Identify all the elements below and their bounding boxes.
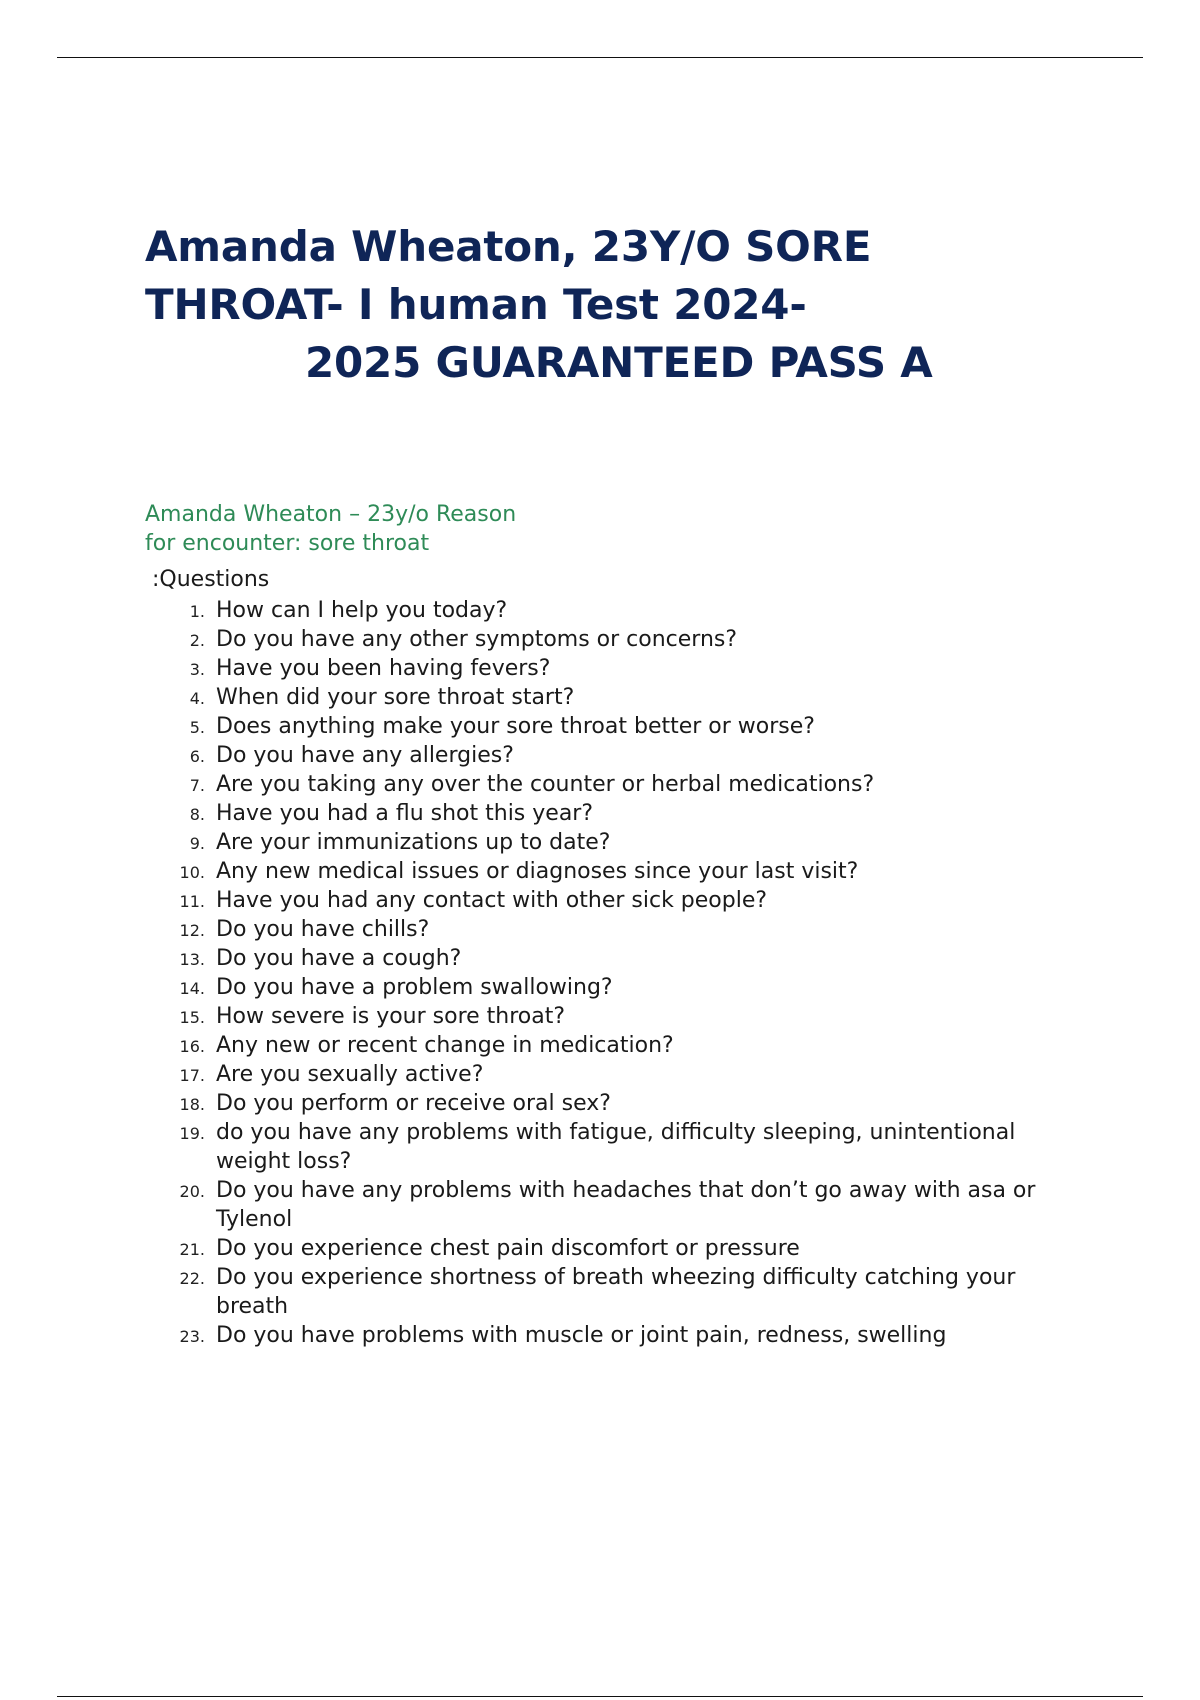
question-item [0, 596, 1036, 625]
question-text: Any new medical issues or diagnoses since your last visit? [216, 859, 859, 884]
question-number: 1. [189, 602, 205, 621]
question-number: 19. [179, 1124, 205, 1143]
question-text: Have you had any contact with other sick people? [216, 888, 768, 913]
question-text: Any new or recent change in medication? [216, 1033, 674, 1058]
question-number: 20. [179, 1182, 205, 1201]
question-item [0, 857, 1036, 886]
question-item [0, 770, 1036, 799]
question-number: 4. [189, 689, 205, 708]
question-text: Do you have chills? [216, 917, 430, 942]
question-text: Do you experience chest pain discomfort or pressure [216, 1236, 800, 1261]
question-text: Do you experience shortness of breath wheezing difficulty catching your breath [216, 1265, 1016, 1319]
question-number: 2. [189, 631, 205, 650]
question-text: Do you have a problem swallowing? [216, 975, 613, 1000]
question-number: 6. [189, 747, 205, 766]
question-item [0, 1234, 1036, 1263]
question-number: 22. [179, 1269, 205, 1288]
question-number: 13. [179, 950, 205, 969]
question-number: 9. [189, 834, 205, 853]
question-text: Are you taking any over the counter or herbal medications? [216, 772, 875, 797]
question-item [0, 828, 1036, 857]
top-rule [57, 57, 1143, 58]
question-number: 21. [179, 1240, 205, 1259]
title-line: Amanda Wheaton, 23Y/O SORE [145, 222, 872, 271]
question-number: 7. [189, 776, 205, 795]
title-line: 2025 GUARANTEED PASS A [305, 338, 933, 387]
question-number: 16. [179, 1037, 205, 1056]
question-item [0, 683, 1036, 712]
question-number: 11. [179, 892, 205, 911]
question-item [0, 1031, 1036, 1060]
question-item [0, 944, 1036, 973]
questions-list [0, 596, 1100, 1350]
reason-for-encounter [145, 500, 516, 558]
question-text: Do you have any allergies? [216, 743, 514, 768]
question-item [0, 654, 1036, 683]
question-number: 8. [189, 805, 205, 824]
question-text: Do you have any other symptoms or concerns? [216, 627, 738, 652]
question-item [0, 1263, 1036, 1321]
question-item [0, 799, 1036, 828]
bottom-rule [57, 1696, 1143, 1697]
question-item [0, 741, 1036, 770]
title-line: THROAT- I human Test 2024- [145, 280, 807, 329]
question-number: 17. [179, 1066, 205, 1085]
question-text: Are your immunizations up to date? [216, 830, 611, 855]
question-item [0, 1118, 1036, 1176]
question-text: When did your sore throat start? [216, 685, 575, 710]
question-text: do you have any problems with fatigue, difficulty sleeping, unintentional weight loss? [216, 1120, 1016, 1174]
reason-line: for encounter: sore throat [145, 531, 430, 556]
question-item [0, 915, 1036, 944]
reason-line: Amanda Wheaton – 23y/o Reason [145, 502, 517, 527]
question-number: 5. [189, 718, 205, 737]
question-number: 12. [179, 921, 205, 940]
question-text: Are you sexually active? [216, 1062, 484, 1087]
document-title [145, 218, 933, 392]
question-item [0, 886, 1036, 915]
question-text: Have you been having fevers? [216, 656, 551, 681]
question-text: Do you have any problems with headaches that don’t go away with asa or Tylenol [216, 1178, 1036, 1232]
questions-heading: :Questions [152, 567, 270, 592]
question-text: Do you perform or receive oral sex? [216, 1091, 611, 1116]
question-item [0, 1089, 1036, 1118]
question-item [0, 1176, 1036, 1234]
question-text: Do you have problems with muscle or joint pain, redness, swelling [216, 1323, 947, 1348]
question-item [0, 1321, 1036, 1350]
question-item [0, 712, 1036, 741]
question-number: 18. [179, 1095, 205, 1114]
question-text: Does anything make your sore throat better or worse? [216, 714, 815, 739]
question-number: 15. [179, 1008, 205, 1027]
question-number: 23. [179, 1327, 205, 1346]
question-number: 3. [189, 660, 205, 679]
question-number: 10. [179, 863, 205, 882]
question-item [0, 1002, 1036, 1031]
question-text: How severe is your sore throat? [216, 1004, 566, 1029]
question-item [0, 973, 1036, 1002]
question-text: Have you had a flu shot this year? [216, 801, 594, 826]
question-text: Do you have a cough? [216, 946, 462, 971]
question-text: How can I help you today? [216, 598, 508, 623]
question-item [0, 1060, 1036, 1089]
question-item [0, 625, 1036, 654]
question-number: 14. [179, 979, 205, 998]
